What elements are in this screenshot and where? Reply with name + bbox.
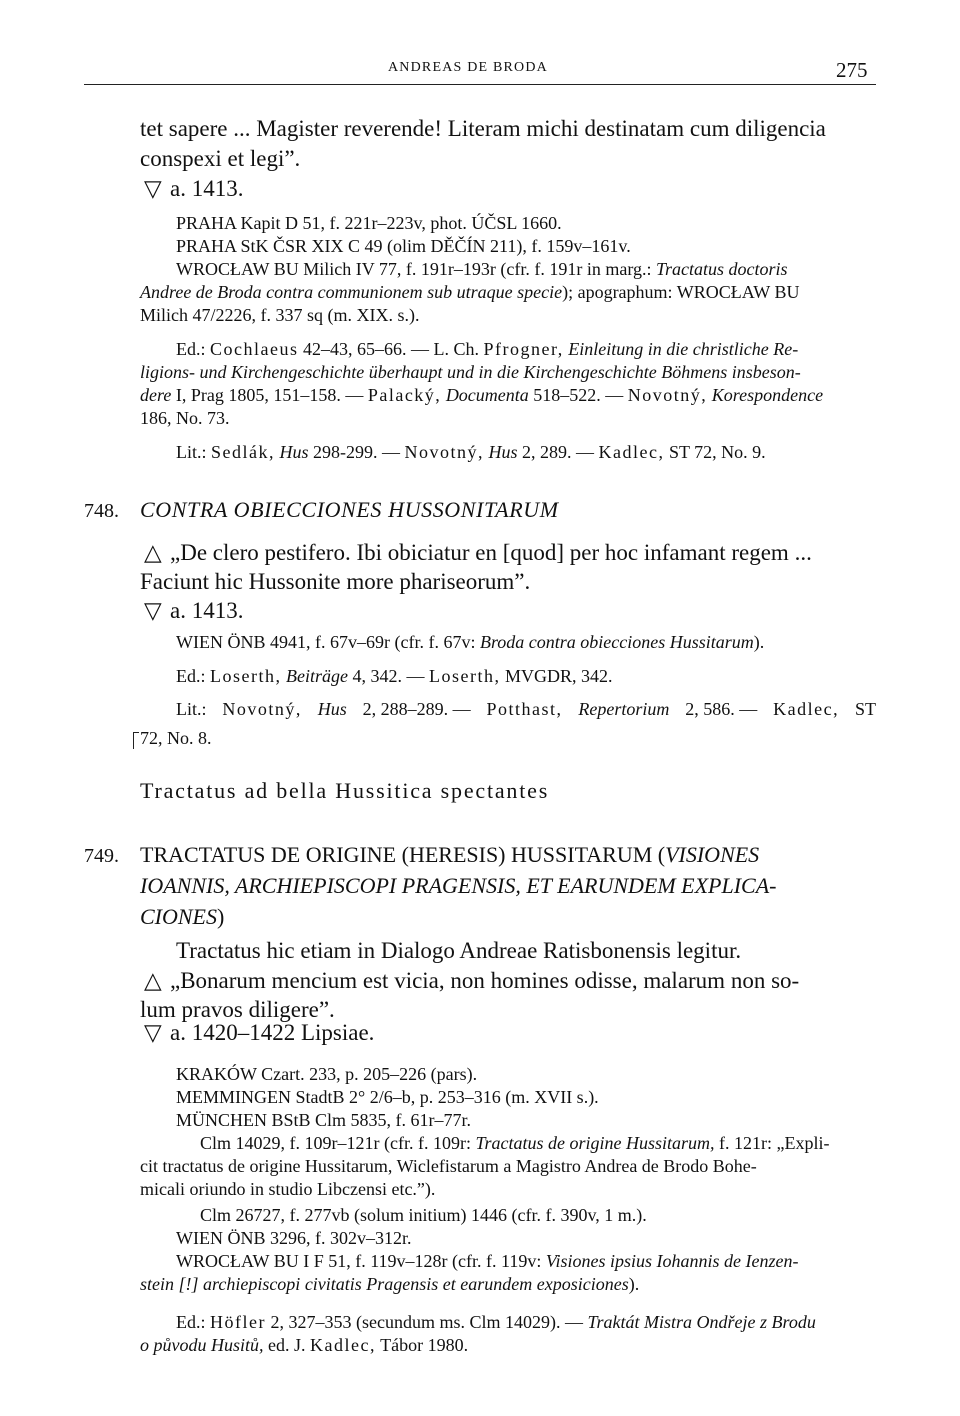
date-line: ▽ a. 1413. xyxy=(144,598,244,623)
entry-title: CIONES) xyxy=(140,904,225,929)
manuscript-entry: Clm 26727, f. 277vb (solum initium) 1446 (cfr. f. 390v, 1 m.). xyxy=(200,1205,647,1225)
entry-number: 749. xyxy=(84,845,119,867)
edition-line: o původu Husitů, ed. J. Kadlec, Tábor 1980. xyxy=(140,1335,469,1355)
page-number: 275 xyxy=(836,58,868,82)
manuscript-entry: PRAHA StK ČSR XIX C 49 (olim DĚČÍN 211), f. 159v–161v. xyxy=(176,236,631,256)
manuscript-entry: micali oriundo in studio Libczensi etc.”). xyxy=(140,1179,436,1199)
literature-line: Lit.: Novotný, Hus 2, 288–289. — Potthast, Repertorium 2, 586. — Kadlec, ST xyxy=(176,699,876,719)
literature-line: Lit.: Sedlák, Hus 298-299. — Novotný, Hus 2, 289. — Kadlec, ST 72, No. 9. xyxy=(176,442,766,462)
header-rule xyxy=(84,84,876,85)
entry-number: 748. xyxy=(84,500,119,522)
text-line: tet sapere ... Magister reverende! Literam michi destinatam cum diligencia xyxy=(140,116,826,141)
edition-line: dere I, Prag 1805, 151–158. — Palacký, Documenta 518–522. — Novotný, Korespondence xyxy=(140,385,824,405)
manuscript-entry: WIEN ÖNB 4941, f. 67v–69r (cfr. f. 67v: Broda contra obiecciones Hussitarum). xyxy=(176,632,765,652)
edition-line: 186, No. 73. xyxy=(140,408,230,428)
date-line: ▽ a. 1413. xyxy=(144,176,244,201)
manuscript-entry: MÜNCHEN BStB Clm 5835, f. 61r–77r. xyxy=(176,1110,472,1130)
edition-line: Ed.: Höfler 2, 327–353 (secundum ms. Clm 14029). — Traktát Mistra Ondřeje z Brodu xyxy=(176,1312,816,1332)
manuscript-entry: KRAKÓW Czart. 233, p. 205–226 (pars). xyxy=(176,1064,478,1084)
edition-line: Ed.: Cochlaeus 42–43, 65–66. — L. Ch. Pfrogner, Einleitung in die christliche Re- xyxy=(176,339,799,359)
manuscript-entry: Clm 14029, f. 109r–121r (cfr. f. 109r: Tractatus de origine Hussitarum, f. 121r: „Expli- xyxy=(200,1133,830,1153)
entry-title: CONTRA OBIECCIONES HUSSONITARUM xyxy=(140,497,559,522)
note-line: Tractatus hic etiam in Dialogo Andreae Ratisbonensis legitur. xyxy=(176,938,742,963)
manuscript-entry: MEMMINGEN StadtB 2° 2/6–b, p. 253–316 (m. XVII s.). xyxy=(176,1087,599,1107)
text-line: conspexi et legi”. xyxy=(140,146,301,171)
date-line: ▽ a. 1420–1422 Lipsiae. xyxy=(144,1020,375,1045)
manuscript-entry: PRAHA Kapit D 51, f. 221r–223v, phot. ÚČSL 1660. xyxy=(176,213,562,233)
manuscript-entry: WIEN ÖNB 3296, f. 302v–312r. xyxy=(176,1228,412,1248)
incipit-triangle-icon: △ xyxy=(144,540,162,565)
edition-line: ligions- und Kirchengeschichte überhaupt und in die Kirchengeschichte Böhmens insbeson- xyxy=(140,362,801,382)
date-triangle-icon: ▽ xyxy=(144,176,162,201)
date-triangle-icon: ▽ xyxy=(144,598,162,623)
literature-line: 72, No. 8. xyxy=(140,728,212,748)
edition-line: Ed.: Loserth, Beiträge 4, 342. — Loserth, MVGDR, 342. xyxy=(176,666,613,686)
manuscript-entry: Andree de Broda contra communionem sub utraque specie); apographum: WROCŁAW BU xyxy=(140,282,800,302)
manuscript-entry: Milich 47/2226, f. 337 sq (m. XIX. s.). xyxy=(140,305,420,325)
manuscript-entry: WROCŁAW BU I F 51, f. 119v–128r (cfr. f. 119v: Visiones ipsius Iohannis de Ienzen- xyxy=(176,1251,799,1271)
incipit-line: lum pravos diligere”. xyxy=(140,997,335,1022)
incipit-line: △ „Bonarum mencium est vicia, non homines odisse, malarum non so- xyxy=(144,968,800,993)
incipit-triangle-icon: △ xyxy=(144,968,162,993)
manuscript-entry: stein [!] archiepiscopi civitatis Pragensis et earundem exposiciones). xyxy=(140,1274,640,1294)
manuscript-entry: WROCŁAW BU Milich IV 77, f. 191r–193r (cfr. f. 191r in marg.: Tractatus doctoris xyxy=(176,259,788,279)
section-heading: Tractatus ad bella Hussitica spectantes xyxy=(140,778,550,803)
entry-title: IOANNIS, ARCHIEPISCOPI PRAGENSIS, ET EARUNDEM EXPLICA- xyxy=(140,873,777,898)
manuscript-entry: cit tractatus de origine Hussitarum, Wiclefistarum a Magistro Andrea de Brodo Bohe- xyxy=(140,1156,757,1176)
entry-title: TRACTATUS DE ORIGINE (HERESIS) HUSSITARUM (VISIONES xyxy=(140,842,760,867)
date-triangle-icon: ▽ xyxy=(144,1020,162,1045)
incipit-line: Faciunt hic Hussonite more phariseorum”. xyxy=(140,569,531,594)
incipit-line: △ „De clero pestifero. Ibi obiciatur en [quod] per hoc infamant regem ... xyxy=(144,540,812,565)
bracket-mark xyxy=(133,732,139,749)
running-head: ANDREAS DE BRODA xyxy=(388,60,548,75)
